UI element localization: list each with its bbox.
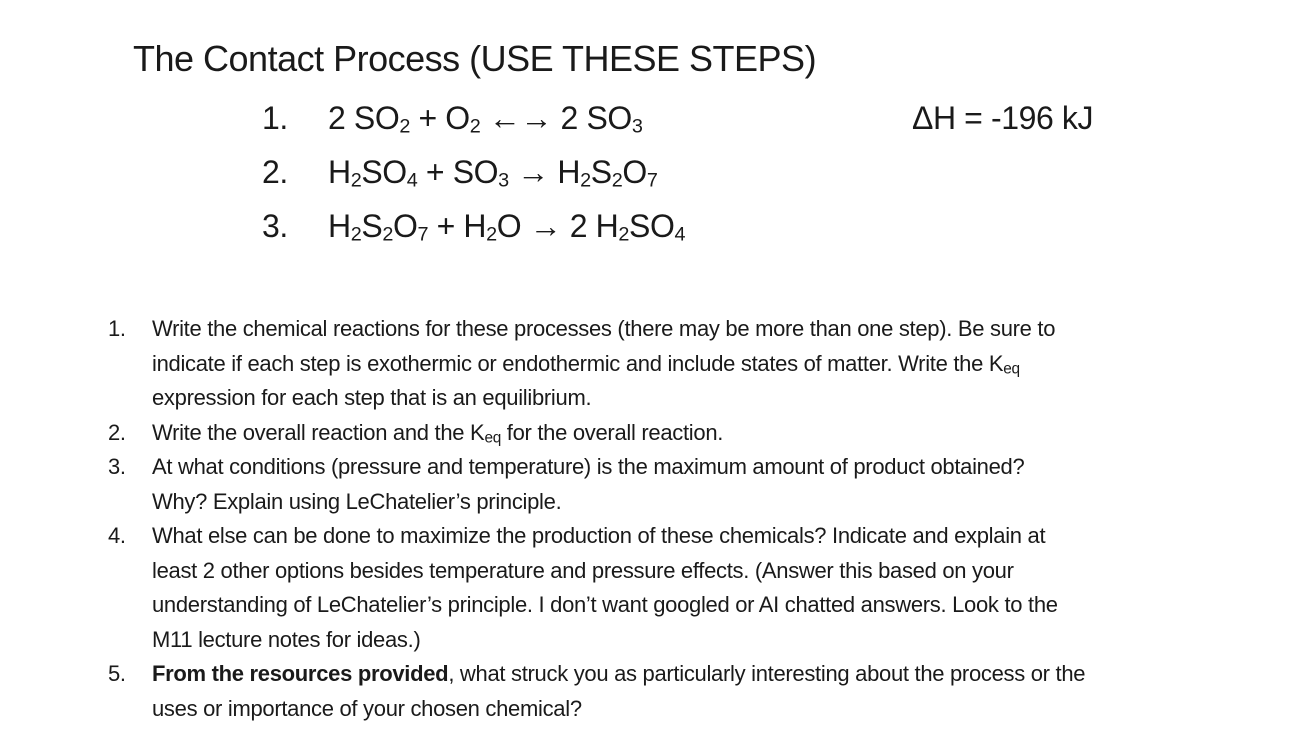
question-number: 3. [108, 454, 126, 479]
enthalpy-change: ΔH = -196 kJ [912, 100, 1094, 136]
reaction-step [262, 204, 685, 258]
step-number: 3. [262, 208, 288, 244]
question-number: 5. [108, 661, 126, 686]
reaction-step [262, 96, 685, 150]
bold-phrase: From the resources provided [152, 661, 449, 686]
step-number: 2. [262, 154, 288, 190]
reaction-steps [262, 96, 685, 258]
list-item [108, 519, 1298, 657]
question-number: 4. [108, 523, 126, 548]
list-item [108, 416, 1298, 451]
reaction-step [262, 150, 685, 204]
list-item [108, 657, 1298, 726]
reaction-equation: $H_2SO_4 + SO_3 \to H_2S_2O_7$ [328, 154, 658, 192]
list-item [108, 450, 1298, 519]
reaction-equation: 2 $SO_2 + O_2$ ←→ 2 $SO_3$ [328, 100, 643, 138]
question-list [108, 312, 1298, 726]
question-text: From the resources provided, what struck you as particularly interesting about the process or the uses or importance of your chosen chemical? [152, 661, 1086, 721]
question-number: 1. [108, 316, 126, 341]
step-number: 1. [262, 100, 288, 136]
question-text: What else can be done to maximize the production of these chemicals? Indicate and explain at least 2 other options besides temperature and pressure effects. (Answer this based on your understanding of LeChatelier’s principle. I don’t want googled or AI chatted answers. Look to the M11 lecture notes for ideas.) [152, 523, 1058, 652]
question-text: At what conditions (pressure and temperature) is the maximum amount of product obtained? Why? Explain using LeChatelier’s principle. [152, 454, 1025, 514]
page-title: The Contact Process (USE THESE STEPS) [133, 38, 817, 79]
question-text: Write the chemical reactions for these processes (there may be more than one step). Be sure to indicate if each step is exothermic or endothermic and include states of matter. Write the $K_{eq}$ expression for each step that is an equilibrium. [152, 316, 1056, 410]
question-text: Write the overall reaction and the $K_{eq}$ for the overall reaction. [152, 419, 724, 446]
list-item [108, 312, 1298, 416]
reaction-equation: $H_2S_2O_7 + H_2O \to 2$ $H_2SO_4$ [328, 208, 686, 246]
question-number: 2. [108, 419, 126, 445]
